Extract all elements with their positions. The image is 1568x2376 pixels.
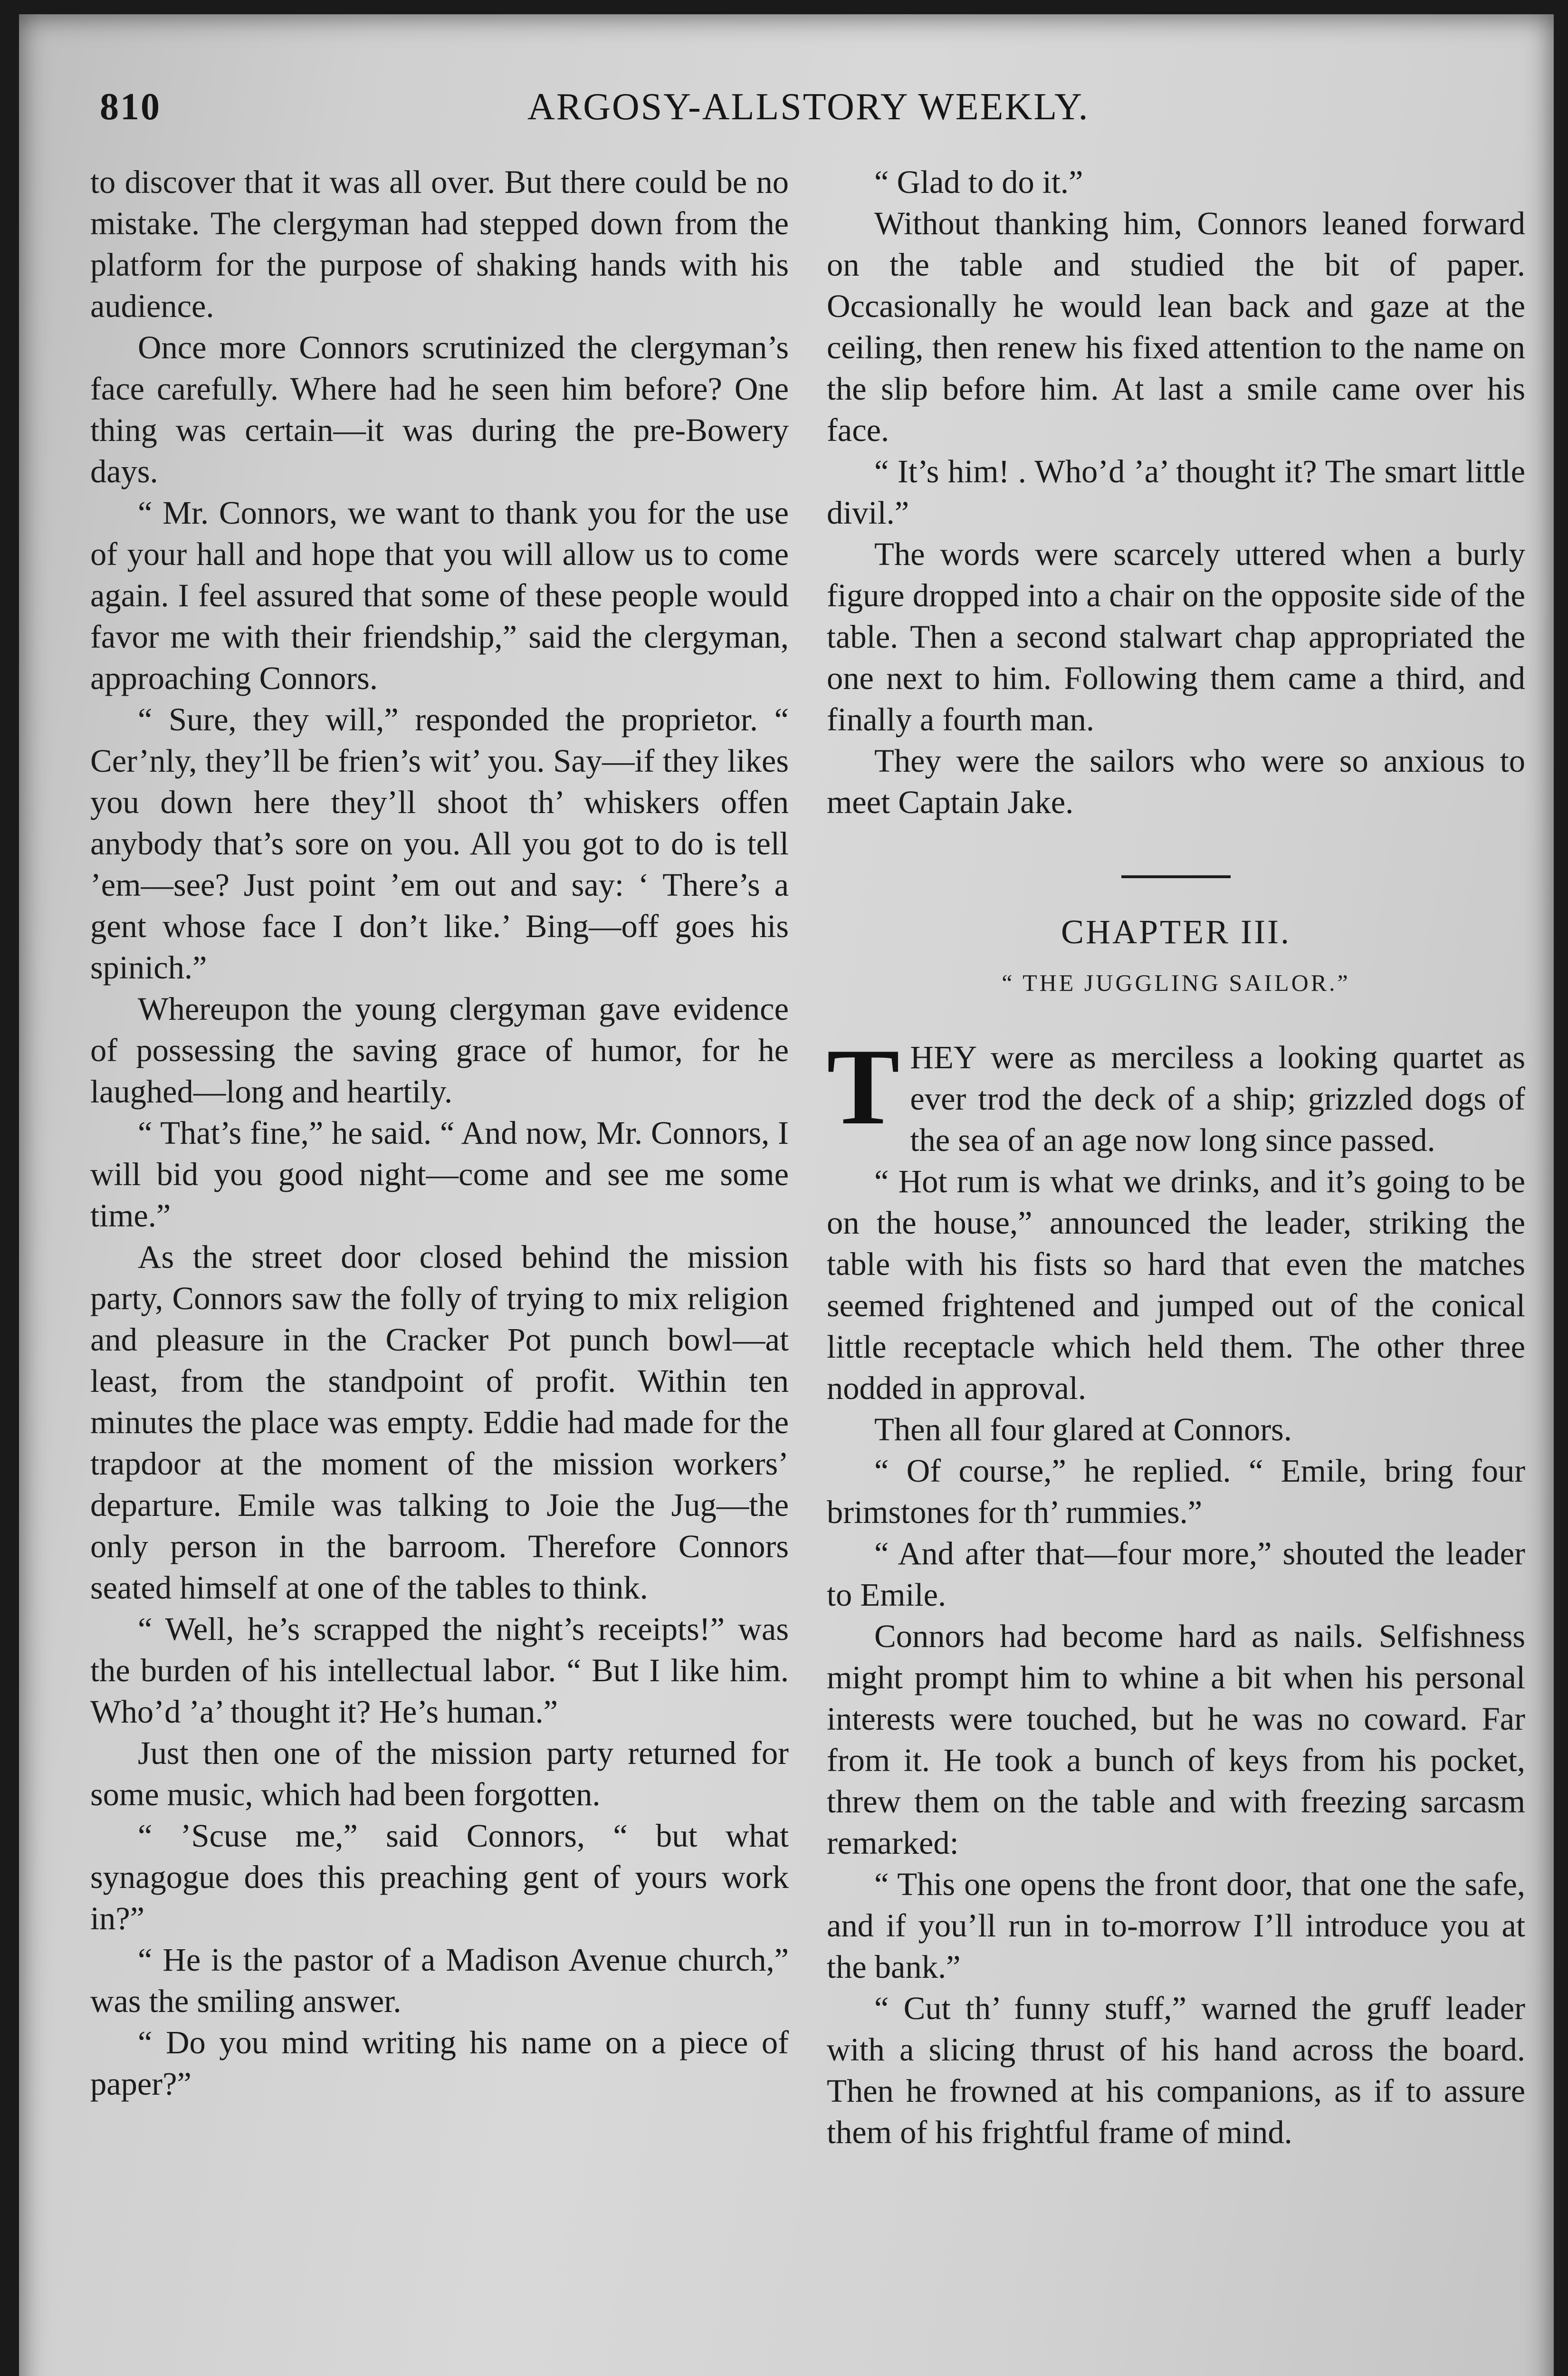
paragraph: Connors had become hard as nails. Selfishness might prompt him to whine a bit when his personal interests were touched, but he was no coward. Far from it. He took a bunch of keys from his pocket, threw them on the table and with freezing sarcasm remarked: <box>827 1618 1525 1861</box>
paragraph: The words were scarcely uttered when a burly figure dropped into a chair on the opposite side of the table. Then a second stalwart chap appropriated the one next to him. Following them came a third, and finally a fourth man. <box>827 536 1525 738</box>
paragraph: Without thanking him, Connors leaned forward on the table and studied the bit of paper. Occasionally he would lean back and gaze at the ceiling, then renew his fixed attention to the name on the slip before him. At last a smile came over his face. <box>827 205 1525 448</box>
magazine-page <box>19 14 1554 2376</box>
paragraph: “ Well, he’s scrapped the night’s receipts!” was the burden of his intellectual labor. “ But I like him. Who’d ’a’ thought it? He’s human.” <box>90 1611 789 1730</box>
paragraph: Just then one of the mission party returned for some music, which had been forgotten. <box>90 1735 789 1812</box>
paragraph: Then all four glared at Connors. <box>874 1411 1292 1447</box>
paragraph: “ And after that—four more,” shouted the leader to Emile. <box>827 1535 1525 1613</box>
paragraph: “ Cut th’ funny stuff,” warned the gruff leader with a slicing thrust of his hand across the board. Then he frowned at his companions, as if to assure them of his frightful frame of mind. <box>827 1990 1525 2150</box>
page-number: 810 <box>100 86 161 128</box>
opening-text: HEY were as merciless a looking quartet as ever trod the deck of a ship; grizzled dogs of the sea of an age now long since passed. <box>910 1039 1525 1158</box>
paragraph: “ Mr. Connors, we want to thank you for the use of your hall and hope that you will allow us to come again. I feel assured that some of these people would favor me with their friendship,” said the clergyman, approaching Connors. <box>90 495 789 696</box>
paragraph: “ It’s him! . Who’d ’a’ thought it? The smart little divil.” <box>827 453 1525 531</box>
paragraph: “ This one opens the front door, that one the safe, and if you’ll run in to-morrow I’ll introduce you at the bank.” <box>827 1866 1525 1985</box>
paragraph: “ He is the pastor of a Madison Avenue church,” was the smiling answer. <box>90 1942 789 2019</box>
paragraph: to discover that it was all over. But there could be no mistake. The clergyman had stepped down from the platform for the purpose of shaking hands with his audience. <box>90 164 789 324</box>
paragraph: Whereupon the young clergyman gave evidence of possessing the saving grace of humor, for he laughed—long and heartily. <box>90 991 789 1110</box>
paragraph: “ That’s fine,” he said. “ And now, Mr. Connors, I will bid you good night—come and see me some time.” <box>90 1115 789 1234</box>
left-column <box>90 162 789 2105</box>
chapter-opening-paragraph <box>827 1026 1525 1161</box>
drop-cap: T <box>827 1026 900 1147</box>
paragraph: “ Sure, they will,” responded the proprietor. “ Cer’nly, they’ll be frien’s wit’ you. Say—if they likes you down here they’ll shoot th’ whiskers offen anybody that’s sore on you. All you got to do is tell ’em—see? Just point ’em out and say: ‘ There’s a gent whose face I don’t like.’ Bing—off goes his spinich.” <box>90 701 789 986</box>
section-divider <box>1121 875 1231 878</box>
paragraph: They were the sailors who were so anxious to meet Captain Jake. <box>827 743 1525 820</box>
chapter-subtitle: “ THE JUGGLING SAILOR.” <box>1002 969 1350 996</box>
running-head: ARGOSY-ALLSTORY WEEKLY. <box>527 86 1090 128</box>
paragraph: “ Glad to do it.” <box>874 164 1083 200</box>
paragraph: As the street door closed behind the mission party, Connors saw the folly of trying to mix religion and pleasure in the Cracker Pot punch bowl—at least, from the standpoint of profit. Within ten minutes the place was empty. Eddie had made for the trapdoor at the moment of the mission workers’ departure. Emile was talking to Joie the Jug—the only person in the barroom. Therefore Connors seated himself at one of the tables to think. <box>90 1239 789 1606</box>
paragraph: “ ’Scuse me,” said Connors, “ but what synagogue does this preaching gent of yours work in?” <box>90 1818 789 1936</box>
right-column <box>827 162 1525 2153</box>
paragraph: “ Hot rum is what we drinks, and it’s going to be on the house,” announced the leader, striking the table with his fists so hard that even the matches seemed frightened and jumped out of the conical little receptacle which held them. The other three nodded in approval. <box>827 1163 1525 1406</box>
page-header <box>100 86 1459 138</box>
paragraph: “ Do you mind writing his name on a piece of paper?” <box>90 2024 789 2102</box>
paragraph: Once more Connors scrutinized the clergyman’s face carefully. Where had he seen him before? One thing was certain—it was during the pre-Bowery days. <box>90 329 789 489</box>
chapter-title: CHAPTER III. <box>1061 913 1291 951</box>
paragraph: “ Of course,” he replied. “ Emile, bring four brimstones for th’ rummies.” <box>827 1453 1525 1530</box>
